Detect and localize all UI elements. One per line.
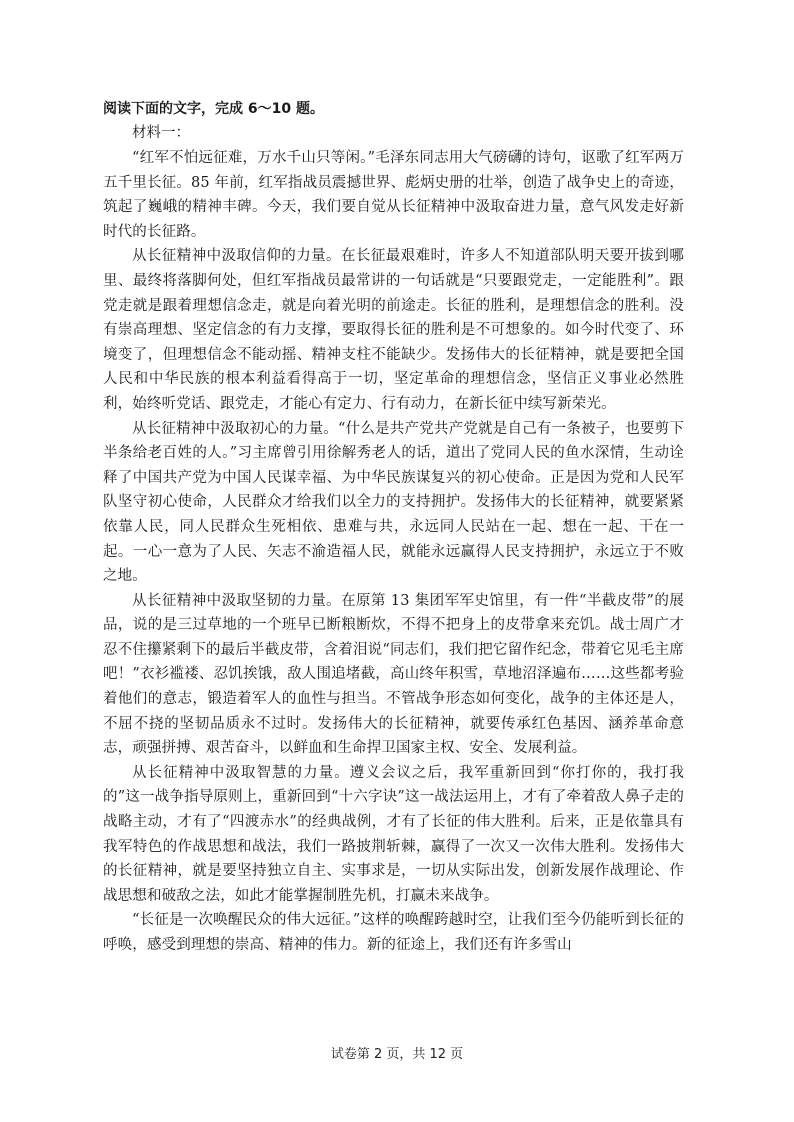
paragraph-wisdom: 从长征精神中汲取智慧的力量。遵义会议之后，我军重新回到“你打你的，我打我的”这一战争指导原则上，重新回到“十六字诀”这一战法运用上，才有了牵着敌人鼻子走的战略主动，才有了“四渡赤水”的经典战例，才有了长征的伟大胜利。后来，正是依靠具有我军特色的作战思想和战法，我们一路披荆斩棘，赢得了一次又一次伟大胜利。发扬伟大的长征精神，就是要坚持独立自主、实事求是，一切从实际出发，创新发展作战理论、作战思想和破敌之法，如此才能掌握制胜先机，打赢未来战争。 — [103, 764, 684, 904]
paragraph-original-aspiration: 从长征精神中汲取初心的力量。“什么是共产党共产党就是自己有一条被子，也要剪下半条给老百姓的人。”习主席曾引用徐解秀老人的话，道出了党同人民的鱼水深情，生动诠释了中国共产党为中国人民谋幸福、为中华民族谋复兴的初心使命。正是因为党和人民军队坚守初心使命，人民群众才给我们以全力的支持拥护。发扬伟大的长征精神，就要紧紧依靠人民，同人民群众生死相依、患难与共，永远同人民站在一起、想在一起、干在一起。一心一意为了人民、矢志不渝造福人民，就能永远赢得人民支持拥护，永远立于不败之地。 — [103, 420, 684, 585]
paragraph-intro: “红军不怕远征难，万水千山只等闲。”毛泽东同志用大气磅礴的诗句，讴歌了红军两万五千里长征。85 年前，红军指战员震撼世界、彪炳史册的壮举，创造了战争史上的奇迹，筑起了巍峨的精神丰碑。今天，我们要自觉从长征精神中汲取奋进力量，意气风发走好新时代的长征路。 — [103, 150, 684, 240]
paragraph-tenacity: 从长征精神中汲取坚韧的力量。在原第 13 集团军军史馆里，有一件“半截皮带”的展品，说的是三过草地的一个班早已断粮断炊，不得不把身上的皮带拿来充饥。战士周广才忍不住攥紧剩下的最后半截皮带，含着泪说“同志们，我们把它留作纪念，带着它见毛主席吧！”衣衫褴褛、忍饥挨饿，敌人围追堵截，高山终年积雪，草地沼泽遍布……这些都考验着他们的意志，锻造着军人的血性与担当。不管战争形态如何变化，战争的主体还是人，不屈不挠的坚韧品质永不过时。发扬伟大的长征精神，就要传承红色基因、涵养革命意志，顽强拼搏、艰苦奋斗，以鲜血和生命捍卫国家主权、安全、发展利益。 — [103, 592, 684, 757]
question-instruction: 阅读下面的文字，完成 6～10 题。 — [103, 101, 324, 117]
document-body — [103, 98, 684, 958]
section-label: 材料一： — [132, 125, 190, 141]
page-footer: 试卷第 2 页，共 12 页 — [330, 1047, 464, 1062]
paragraph-faith: 从长征精神中汲取信仰的力量。在长征最艰难时，许多人不知道部队明天要开拔到哪里、最终将落脚何处，但红军指战员最常讲的一句话就是“只要跟党走，一定能胜利”。跟党走就是跟着理想信念走，就是向着光明的前途走。长征的胜利，是理想信念的胜利。没有崇高理想、坚定信念的有力支撑，要取得长征的胜利是不可想象的。如今时代变了、环境变了，但理想信念不能动摇、精神支柱不能缺少。发扬伟大的长征精神，就是要把全国人民和中华民族的根本利益看得高于一切，坚定革命的理想信念，坚信正义事业必然胜利，始终听党话、跟党走，才能心有定力、行有动力，在新长征中续写新荣光。 — [103, 248, 684, 412]
paragraph-awakening: “长征是一次唤醒民众的伟大远征。”这样的唤醒跨越时空，让我们至今仍能听到长征的呼唤，感受到理想的崇高、精神的伟力。新的征途上，我们还有许多雪山 — [103, 912, 684, 953]
